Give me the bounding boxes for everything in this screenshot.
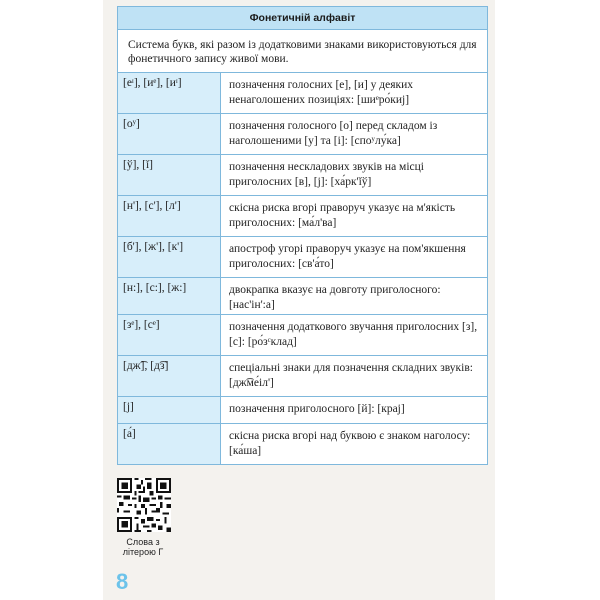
table-row: [118, 315, 487, 356]
description-cell: позначення нескладових звуків на місці приголосних [в], [j]: [ха́рк'ǐў]: [229, 161, 424, 188]
description-cell: позначення голосних [е], [и] у деяких ненаголошених позиціях: [шиᵉро́киj]: [229, 79, 414, 106]
phonetic-alphabet-table: [117, 6, 488, 465]
description-cell: двокрапка вказує на довготу приголосного: [нас'ін':а]: [229, 284, 441, 311]
symbol-cell: [j]: [118, 397, 221, 423]
symbol-cell: [н'], [с'], [л']: [118, 196, 221, 236]
page-number: 8: [116, 569, 129, 594]
description-cell: апостроф угорі праворуч указує на пом'якшення приголосних: [св'а́то]: [229, 243, 466, 270]
table-intro: Система букв, які разом із додатковими знаками використовуються для фонетичного запису живої мови.: [118, 30, 487, 73]
qr-code-icon[interactable]: [117, 478, 171, 532]
table-row: [118, 114, 487, 155]
qr-caption: Слова з літерою Г: [122, 537, 164, 557]
symbol-cell: [б'], [ж'], [к']: [118, 237, 221, 277]
symbol-cell: [оʸ]: [118, 114, 221, 154]
symbol-cell: [ў], [ǐ]: [118, 155, 221, 195]
table-row: [118, 424, 487, 464]
symbol-cell: [а́]: [118, 424, 221, 464]
table-title: Фонетичній алфавіт: [118, 7, 487, 30]
symbol-cell: [зᵉ], [сᵉ]: [118, 315, 221, 355]
description-cell: позначення голосного [о] перед складом із наголошеними [у] та [і]: [споʸлу́ка]: [229, 120, 438, 147]
table-row: [118, 155, 487, 196]
table-row: [118, 73, 487, 114]
description-cell: скісна риска вгорі над буквою є знаком наголосу: [ка́ша]: [229, 430, 471, 457]
symbol-cell: [дж͡], [д͡з]: [118, 356, 221, 396]
symbol-cell: [еᶦ], [иᵉ], [иᶦ]: [118, 73, 221, 113]
description-cell: позначення приголосного [й]: [краj]: [229, 403, 405, 415]
table-row: [118, 356, 487, 397]
description-cell: позначення додаткового звучання приголосних [з], [с]: [ро́зᶜклад]: [229, 321, 478, 348]
description-cell: скісна риска вгорі праворуч указує на м'якість приголосних: [ма́л'ва]: [229, 202, 456, 229]
symbol-cell: [н:], [с:], [ж:]: [118, 278, 221, 314]
table-row: [118, 237, 487, 278]
description-cell: спеціальні знаки для позначення складних звуків: [дж͡ме́іл']: [229, 362, 473, 389]
table-row: [118, 397, 487, 424]
table-row: [118, 278, 487, 315]
table-row: [118, 196, 487, 237]
